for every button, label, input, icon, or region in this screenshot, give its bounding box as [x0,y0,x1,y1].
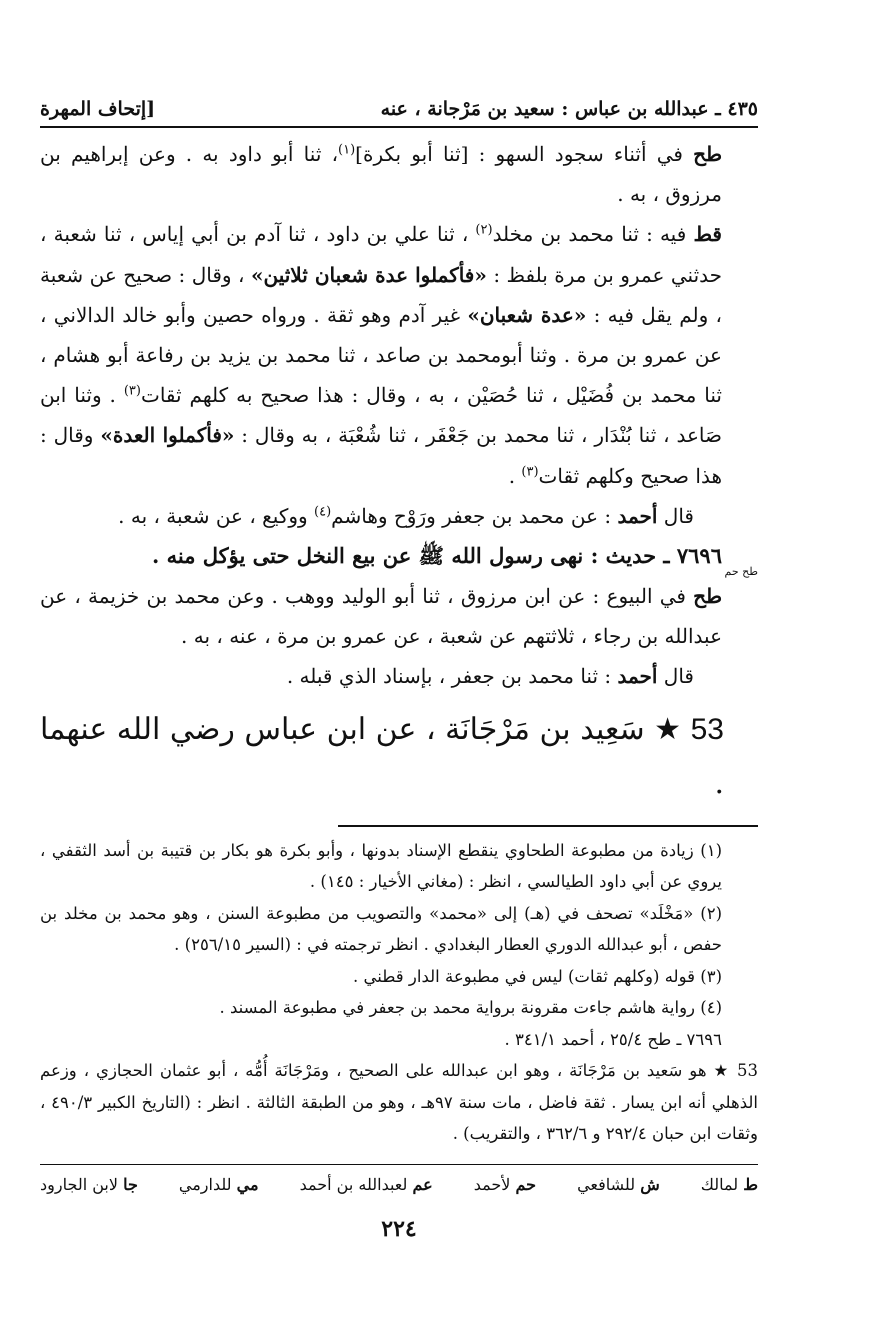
footnote: 53 ★ هو سَعيد بن مَرْجَانَة ، وهو ابن عبدالله على الصحيح ، ومَرْجَانَة أُمُّه ، أبو عثمان الحجازي ، وزعم الذهلي أنه ابن يسار . ثقة فاضل ، مات سنة ٩٧هـ ، وهو من الطبقة الثالثة . انظر : (التاريخ الكبير ٤٩٠/٣ ، وثقات ابن حبان ٢٩٢/٤ و ٣٦٢/٦ ، والتقريب) . [40,1061,758,1144]
quoted-phrase: «فأكملوا العدة» [100,423,235,448]
source-name: أحمد [617,503,658,528]
symbol-label: لأحمد [473,1174,511,1194]
paragraph-text: فيه : ثنا محمد بن مخلد [492,222,694,247]
paragraph-text: وقال : هذا صحيح وكلهم ثقات [40,423,722,488]
source-code: قط [693,222,722,247]
symbols-legend [40,1165,758,1194]
paragraph-tahawi-sales [40,576,758,656]
paragraph-text: قال [657,503,694,528]
hadith-heading [40,536,758,579]
symbol-label: لعبدالله بن أحمد [299,1174,408,1194]
book-page [40,80,758,1310]
symbol-item [179,1175,259,1194]
symbol-code: ط [743,1174,758,1194]
paragraph-text: غير آدم وهو ثقة . ورواه حصين وأبو خالد الدالاني ، عن عمرو بن مرة . وثنا أبومحمد بن صاعد ، ثنا محمد بن يزيد بن رفاعة أبو هشام ، ثنا محمد بن فُضَيْل ، ثنا حُصَيْن ، به ، وقال : هذا صحيح به كلهم ثقات [40,302,722,408]
symbol-item [577,1175,660,1194]
symbol-code: ش [640,1174,660,1194]
quoted-phrase: «عدة شعبان» [467,302,587,327]
symbol-item [40,1175,138,1194]
paragraph-tahawi [40,134,758,214]
footnote: (١) زيادة من مطبوعة الطحاوي ينقطع الإسناد بدونها ، وأبو بكرة هو بكار بن قتيبة بن أسد الثقفي ، يروي عن أبي داود الطيالسي ، انظر : (مغاني الأخيار : ١٤٥) . [40,840,722,892]
narrator-heading [40,703,758,811]
paragraph-text: . وثنا ابن صَاعد ، ثنا بُنْدَار ، ثنا محمد بن جَعْفَر ، ثنا شُعْبَة ، به وقال : [40,383,722,448]
paragraph-ahmad [40,496,758,536]
symbol-label: لمالك [700,1174,739,1194]
paragraph-text: . [508,463,522,488]
footnote: (٣) قوله (وكلهم ثقات) ليس في مطبوعة الدار قطني . [353,966,722,986]
hadith-text: ٧٦٩٦ ـ حديث : نهى رسول الله ﷺ عن بيع النخل حتى يؤكل منه . [151,543,722,569]
source-code: طح [693,142,722,166]
symbol-code: حم [515,1174,537,1194]
source-code: طح [693,584,722,609]
paragraph-ahmad-2 [40,656,758,696]
footnote: (٢) «مَخْلَد» تصحف في (هـ) إلى «محمد» والتصويب من مطبوعة السنن ، وهو محمد بن مخلد بن حفص ، أبو عبدالله الدوري العطار البغدادي . انظر ترجمته في : (السير ٢٥٦/١٥) . [40,903,722,955]
symbol-label: للشافعي [577,1174,636,1194]
page-number: ٢٢٤ [381,1215,417,1242]
main-text [40,134,758,811]
paragraph-text: ، ثنا أبو داود به . وعن إبراهيم بن مرزوق ، به . [40,142,722,207]
footnote-ref: (٣) [123,383,141,399]
footnote-ref: (٤) [314,504,332,520]
paragraph-text: في البيوع : عن ابن مرزوق ، ثنا أبو الوليد ووهب . وعن محمد بن خزيمة ، عن عبدالله بن رجاء ، ثلاثتهم عن شعبة ، عن عمرو بن مرة ، عنه ، به . [40,584,722,649]
narrator-number: 53 [690,712,724,746]
quoted-phrase: «فأكملوا عدة شعبان ثلاثين» [250,262,487,287]
narrator-name: سَعِيد بن مَرْجَانَة ، عن ابن عباس رضي الله عنهما . [40,711,724,801]
running-title: ٤٣٥ ـ عبدالله بن عباس : سعيد بن مَرْجانة ، عنه [380,98,758,120]
footnote: ٧٦٩٦ ـ طح ٢٥/٤ ، أحمد ٣٤١/١ . [504,1029,722,1049]
symbol-item [300,1175,433,1194]
marginal-codes: طح حم [724,565,758,579]
footnote-ref: (١) [338,142,356,158]
paragraph-text: : ثنا محمد بن جعفر ، بإسناد الذي قبله . [286,664,618,689]
book-title: [إتحاف المهرة [40,98,156,120]
star-icon: ★ [654,711,682,747]
page-header [40,80,758,128]
symbol-code: جا [123,1174,138,1194]
paragraph-text: ووكيع ، عن شعبة ، به . [118,503,315,528]
symbol-code: عم [412,1174,433,1194]
paragraph-text: : عن محمد بن جعفر ورَوْح وهاشم [331,503,618,528]
paragraph-text: قال [657,664,694,689]
symbol-code: مي [236,1174,259,1194]
paragraph-text: ، وقال : صحيح عن شعبة ، ولم يقل فيه : [40,262,722,327]
footnote-ref: (٢) [475,222,493,238]
footnote-divider [338,825,758,827]
footnote: (٤) رواية هاشم جاءت مقرونة برواية محمد بن جعفر في مطبوعة المسند . [219,998,722,1018]
symbol-item [701,1175,758,1194]
symbol-item [474,1175,536,1194]
footnote-ref: (٣) [521,463,539,479]
symbol-label: للدارمي [178,1174,232,1194]
symbol-label: لابن الجارود [40,1174,118,1194]
source-name: أحمد [617,664,658,689]
paragraph-daraqutni [40,214,758,495]
footnotes [40,835,758,1150]
paragraph-text: ، ثنا علي بن داود ، ثنا آدم بن أبي إياس ، ثنا شعبة ، حدثني عمرو بن مرة بلفظ : [40,222,722,287]
paragraph-text: في أثناء سجود السهو : [ثنا أبو بكرة] [355,142,694,166]
